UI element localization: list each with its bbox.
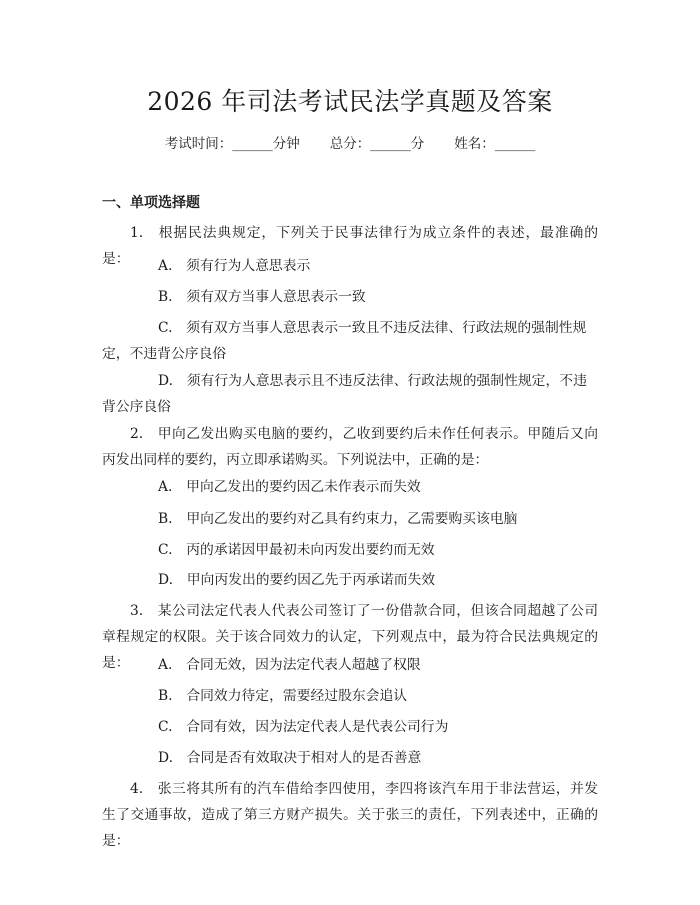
question-2-option-c: C. 丙的承诺因甲最初未向丙发出要约而无效	[158, 542, 435, 558]
page-title: 2026 年司法考试民法学真题及答案	[147, 87, 553, 116]
question-2-option-a: A. 甲向乙发出的要约因乙未作表示而失效	[158, 479, 421, 495]
exam-time-field: 考试时间：______分钟	[164, 136, 300, 152]
question-3-option-a: A. 合同无效，因为法定代表人超越了权限	[158, 657, 421, 673]
section-heading: 一、单项选择题	[102, 195, 200, 211]
total-score-field: 总分：______分	[329, 136, 425, 152]
name-field: 姓名：______	[454, 136, 536, 152]
question-3-option-d: D. 合同是否有效取决于相对人的是否善意	[158, 750, 422, 766]
question-4: 4. 张三将其所有的汽车借给李四使用，李四将该汽车用于非法营运，并发生了交通事故，造成了第三方财产损失。关于张三的责任，下列表述中，正确的是：	[102, 781, 598, 849]
question-1-option-d: D. 须有行为人意思表示且不违反法律、行政法规的强制性规定，不违背公序良俗	[102, 373, 587, 415]
exam-meta	[0, 132, 700, 152]
question-3: 3. 某公司法定代表人代表公司签订了一份借款合同，但该合同超越了公司章程规定的权限。关于该合同效力的认定，下列观点中，最为符合民法典规定的是：	[102, 603, 598, 671]
question-2-option-d: D. 甲向丙发出的要约因乙先于丙承诺而失效	[158, 572, 436, 588]
question-1-option-c: C. 须有双方当事人意思表示一致且不违反法律、行政法规的强制性规定，不违背公序良俗	[102, 320, 587, 362]
question-3-option-c: C. 合同有效，因为法定代表人是代表公司行为	[158, 719, 449, 735]
question-3-option-b: B. 合同效力待定，需要经过股东会追认	[158, 688, 408, 704]
question-1-option-b: B. 须有双方当事人意思表示一致	[158, 289, 366, 305]
question-1-option-a: A. 须有行为人意思表示	[158, 258, 311, 274]
question-1: 1. 根据民法典规定，下列关于民事法律行为成立条件的表述，最准确的是：	[102, 225, 598, 267]
question-2-option-b: B. 甲向乙发出的要约对乙具有约束力，乙需要购买该电脑	[158, 511, 518, 527]
question-2: 2. 甲向乙发出购买电脑的要约，乙收到要约后未作任何表示。甲随后又向丙发出同样的要约，丙立即承诺购买。下列说法中，正确的是：	[102, 426, 598, 468]
